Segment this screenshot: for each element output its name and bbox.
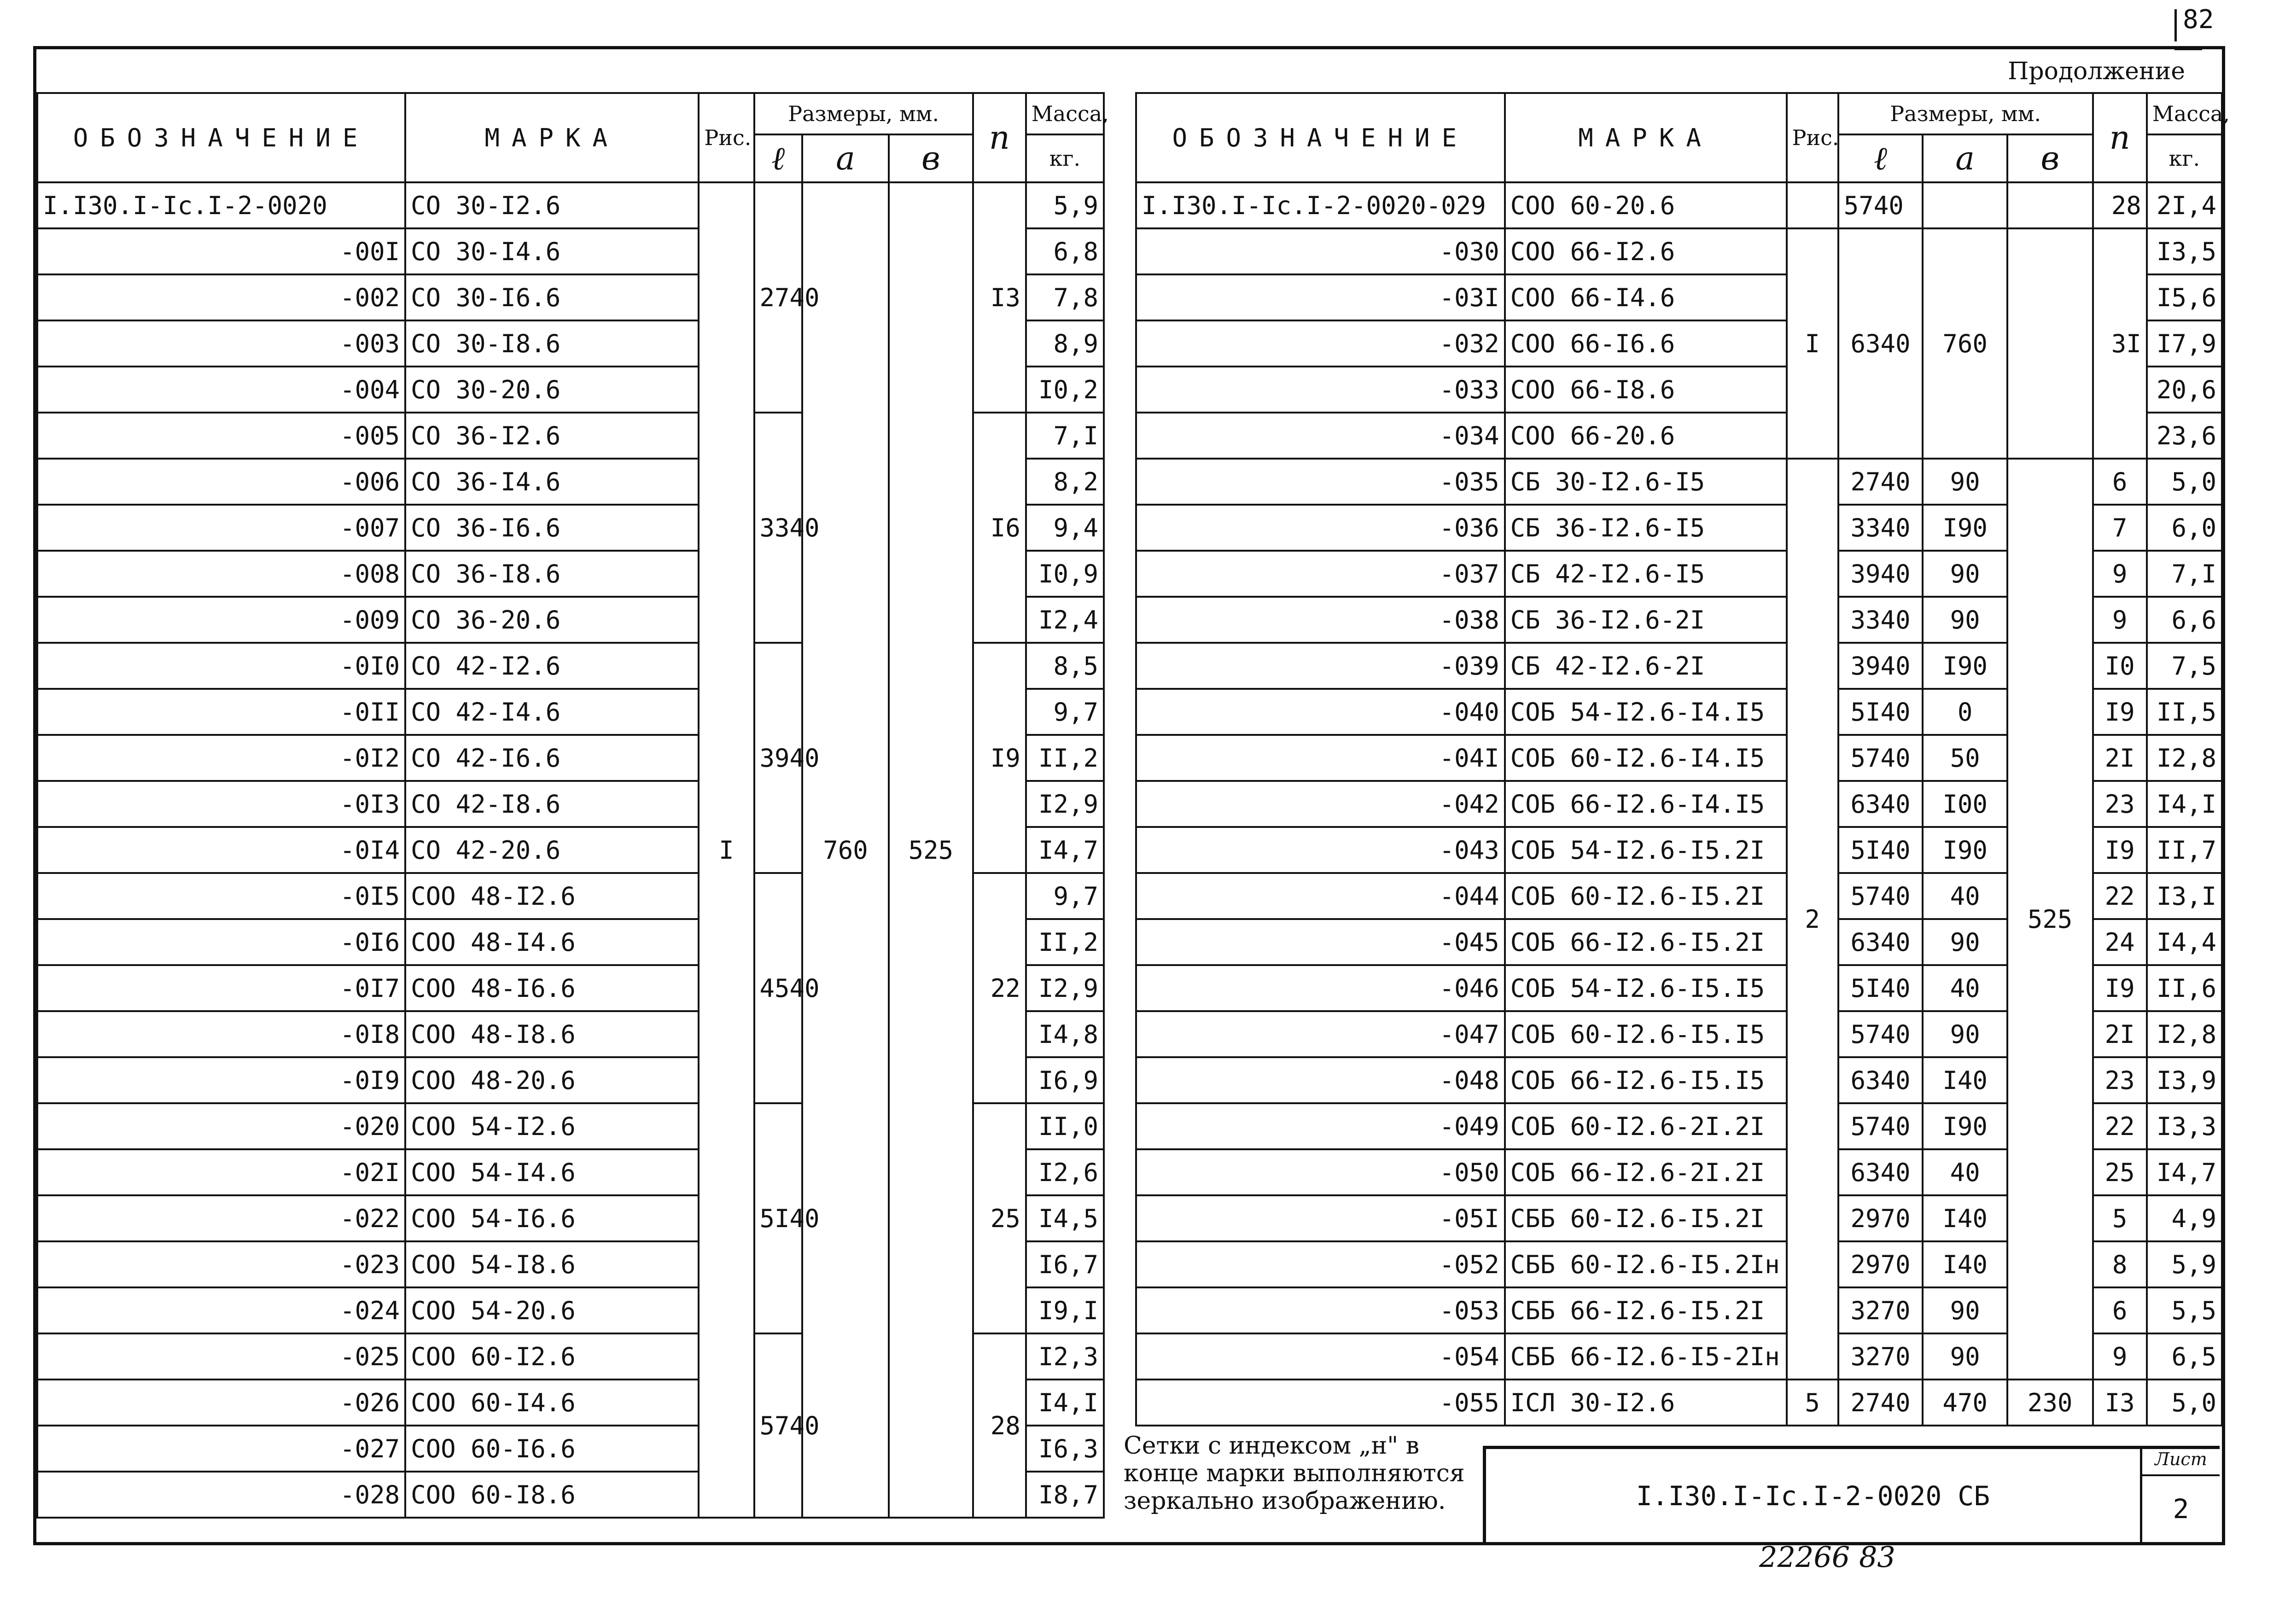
- mass-cell: 9,7: [1026, 873, 1104, 919]
- designation-cell: -035: [1136, 459, 1505, 505]
- mass-cell: II,0: [1026, 1103, 1104, 1149]
- length-cell: 6340: [1838, 228, 1923, 459]
- count-cell: 22: [2093, 873, 2147, 919]
- fig-cell: 2: [1787, 459, 1838, 1380]
- designation-cell: -043: [1136, 827, 1505, 873]
- count-cell: 2I: [2093, 1011, 2147, 1057]
- sheet-label: Лист: [2142, 1449, 2220, 1476]
- a-dimension-cell: 90: [1923, 551, 2007, 597]
- mass-cell: 23,6: [2147, 413, 2222, 459]
- designation-cell: -03I: [1136, 274, 1505, 320]
- header-l: ℓ: [754, 134, 802, 182]
- mark-cell: СОО 66-20.6: [1505, 413, 1787, 459]
- length-cell: 2970: [1838, 1241, 1923, 1287]
- left-spec-table: [36, 92, 1109, 1519]
- designation-cell: -04I: [1136, 735, 1505, 781]
- mark-cell: СББ 66-I2.6-I5.2I: [1505, 1287, 1787, 1333]
- header-n: n: [973, 93, 1026, 182]
- header-kg: кг.: [1026, 134, 1104, 182]
- mass-cell: I4,5: [1026, 1195, 1104, 1241]
- mark-cell: СО 36-I4.6: [405, 459, 699, 505]
- mass-cell: I5,6: [2147, 274, 2222, 320]
- designation-cell: I.I30.I-Ic.I-2-0020: [37, 182, 405, 228]
- page-number: 82: [2183, 5, 2214, 35]
- b-dimension-cell-blank: [2007, 182, 2093, 228]
- length-cell: 6340: [1838, 1057, 1923, 1103]
- header-kg: кг.: [2147, 134, 2222, 182]
- header-mark: МАРКА: [1505, 93, 1787, 182]
- designation-cell: -022: [37, 1195, 405, 1241]
- header-a: a: [802, 134, 889, 182]
- length-cell: 4540: [754, 873, 802, 1103]
- designation-cell: -038: [1136, 597, 1505, 643]
- mass-cell: II,5: [2147, 689, 2222, 735]
- header-dimensions: Размеры, мм.: [754, 93, 973, 134]
- table-row: [1136, 1380, 2222, 1426]
- mark-cell: IСЛ 30-I2.6: [1505, 1380, 1787, 1426]
- designation-cell: -004: [37, 367, 405, 413]
- designation-cell: -047: [1136, 1011, 1505, 1057]
- a-dimension-cell: 40: [1923, 873, 2007, 919]
- designation-cell: -0I8: [37, 1011, 405, 1057]
- mark-cell: СОО 60-I2.6: [405, 1333, 699, 1380]
- mark-cell: СО 30-I2.6: [405, 182, 699, 228]
- designation-cell: -024: [37, 1287, 405, 1333]
- designation-cell: -0I3: [37, 781, 405, 827]
- mark-cell: СО 42-I8.6: [405, 781, 699, 827]
- mass-cell: 9,7: [1026, 689, 1104, 735]
- mass-cell: I2,6: [1026, 1149, 1104, 1195]
- mass-cell: 20,6: [2147, 367, 2222, 413]
- mass-cell: I4,8: [1026, 1011, 1104, 1057]
- designation-cell: -032: [1136, 320, 1505, 367]
- header-designation: ОБОЗНАЧЕНИЕ: [1136, 93, 1505, 182]
- mass-cell: 8,9: [1026, 320, 1104, 367]
- mass-cell: I6,3: [1026, 1426, 1104, 1472]
- a-dimension-cell: 50: [1923, 735, 2007, 781]
- mark-cell: СО 36-I6.6: [405, 505, 699, 551]
- b-dimension-cell: 230: [2007, 1380, 2093, 1426]
- designation-cell: -026: [37, 1380, 405, 1426]
- b-dimension-cell: 525: [2007, 459, 2093, 1380]
- designation-cell: -009: [37, 597, 405, 643]
- mark-cell: СО 36-I2.6: [405, 413, 699, 459]
- mass-cell: I3,3: [2147, 1103, 2222, 1149]
- mark-cell: СББ 60-I2.6-I5.2I: [1505, 1195, 1787, 1241]
- designation-cell: -053: [1136, 1287, 1505, 1333]
- length-cell: 3270: [1838, 1333, 1923, 1380]
- mark-cell: СББ 66-I2.6-I5-2Iн: [1505, 1333, 1787, 1380]
- mass-cell: I0,2: [1026, 367, 1104, 413]
- mark-cell: СОБ 54-I2.6-I4.I5: [1505, 689, 1787, 735]
- mark-cell: СО 30-20.6: [405, 367, 699, 413]
- length-cell: 2740: [1838, 459, 1923, 505]
- length-cell: 6340: [1838, 781, 1923, 827]
- mark-cell: СО 30-I4.6: [405, 228, 699, 274]
- fig-cell-blank: [1787, 182, 1838, 228]
- count-cell: 9: [2093, 551, 2147, 597]
- mark-cell: СБ 42-I2.6-2I: [1505, 643, 1787, 689]
- mark-cell: СОБ 66-I2.6-I4.I5: [1505, 781, 1787, 827]
- a-dimension-cell-blank: [1923, 182, 2007, 228]
- mark-cell: СОО 66-I4.6: [1505, 274, 1787, 320]
- a-dimension-cell: 90: [1923, 597, 2007, 643]
- mark-cell: СОО 54-20.6: [405, 1287, 699, 1333]
- mass-cell: 5,0: [2147, 459, 2222, 505]
- mass-cell: I2,4: [1026, 597, 1104, 643]
- a-dimension-cell: I90: [1923, 1103, 2007, 1149]
- length-cell: 5740: [1838, 735, 1923, 781]
- header-designation: ОБОЗНАЧЕНИЕ: [37, 93, 405, 182]
- count-cell: I3: [2093, 1380, 2147, 1426]
- mass-cell: 7,8: [1026, 274, 1104, 320]
- count-cell: I3: [973, 182, 1026, 413]
- designation-cell: -027: [37, 1426, 405, 1472]
- a-dimension-cell: 760: [1923, 228, 2007, 459]
- header-b: в: [2007, 134, 2093, 182]
- mark-cell: СОБ 66-I2.6-I5.2I: [1505, 919, 1787, 965]
- count-cell: 25: [973, 1103, 1026, 1333]
- header-mark: МАРКА: [405, 93, 699, 182]
- a-dimension-cell: I00: [1923, 781, 2007, 827]
- mark-cell: СОО 60-I4.6: [405, 1380, 699, 1426]
- table-row: [37, 182, 1104, 228]
- designation-cell: -034: [1136, 413, 1505, 459]
- count-cell: 25: [2093, 1149, 2147, 1195]
- a-dimension-cell: 40: [1923, 1149, 2007, 1195]
- length-cell: 5I40: [1838, 965, 1923, 1011]
- table-row: [1136, 228, 2222, 274]
- header-fig: Рис.: [1787, 93, 1838, 182]
- length-cell: 5I40: [1838, 689, 1923, 735]
- designation-cell: -052: [1136, 1241, 1505, 1287]
- designation-cell: -003: [37, 320, 405, 367]
- a-dimension-cell: 90: [1923, 1333, 2007, 1380]
- length-cell: 5I40: [754, 1103, 802, 1333]
- mark-cell: СО 42-I6.6: [405, 735, 699, 781]
- header-fig: Рис.: [699, 93, 754, 182]
- count-cell: 22: [973, 873, 1026, 1103]
- designation-cell: -055: [1136, 1380, 1505, 1426]
- designation-cell: -006: [37, 459, 405, 505]
- a-dimension-cell: I40: [1923, 1195, 2007, 1241]
- designation-cell: -036: [1136, 505, 1505, 551]
- count-cell: I9: [973, 643, 1026, 873]
- designation-cell: -0I2: [37, 735, 405, 781]
- header-b: в: [889, 134, 973, 182]
- a-dimension-cell: 90: [1923, 1011, 2007, 1057]
- sheet-number: 2: [2173, 1493, 2189, 1525]
- length-cell: 3340: [1838, 505, 1923, 551]
- mass-cell: 5,9: [1026, 182, 1104, 228]
- mark-cell: СОБ 60-I2.6-I5.I5: [1505, 1011, 1787, 1057]
- a-dimension-cell: 90: [1923, 1287, 2007, 1333]
- fig-cell: I: [1787, 228, 1838, 459]
- count-cell: 7: [2093, 505, 2147, 551]
- mirror-note: Сетки с индексом „н" в конце марки выполняются зеркально изображению.: [1124, 1432, 1465, 1515]
- mass-cell: I4,I: [1026, 1380, 1104, 1426]
- mass-cell: I3,9: [2147, 1057, 2222, 1103]
- mark-cell: СО 42-I2.6: [405, 643, 699, 689]
- count-cell: 23: [2093, 781, 2147, 827]
- a-dimension-cell: I90: [1923, 505, 2007, 551]
- fig-cell: 5: [1787, 1380, 1838, 1426]
- mark-cell: СБ 36-I2.6-I5: [1505, 505, 1787, 551]
- length-cell: 3940: [1838, 551, 1923, 597]
- mark-cell: СОО 48-20.6: [405, 1057, 699, 1103]
- table-row: [1136, 459, 2222, 505]
- mass-cell: I2,8: [2147, 735, 2222, 781]
- mass-cell: 4,9: [2147, 1195, 2222, 1241]
- length-cell: 6340: [1838, 919, 1923, 965]
- designation-cell: -044: [1136, 873, 1505, 919]
- mass-cell: 6,5: [2147, 1333, 2222, 1380]
- mark-cell: СО 30-I8.6: [405, 320, 699, 367]
- mass-cell: I4,7: [2147, 1149, 2222, 1195]
- mass-cell: II,2: [1026, 735, 1104, 781]
- mass-cell: 6,8: [1026, 228, 1104, 274]
- mark-cell: СОО 54-I6.6: [405, 1195, 699, 1241]
- mark-cell: СОО 54-I2.6: [405, 1103, 699, 1149]
- length-cell: 5I40: [1838, 827, 1923, 873]
- designation-cell: -048: [1136, 1057, 1505, 1103]
- count-cell: I9: [2093, 827, 2147, 873]
- mark-cell: СО 36-20.6: [405, 597, 699, 643]
- header-l: ℓ: [1838, 134, 1923, 182]
- a-dimension-cell: 760: [802, 182, 889, 1518]
- mark-cell: СО 30-I6.6: [405, 274, 699, 320]
- length-cell: 5740: [1838, 873, 1923, 919]
- mass-cell: 2I,4: [2147, 182, 2222, 228]
- mark-cell: СББ 60-I2.6-I5.2Iн: [1505, 1241, 1787, 1287]
- sheet-box: [2140, 1449, 2220, 1543]
- count-cell: 24: [2093, 919, 2147, 965]
- mass-cell: 7,I: [1026, 413, 1104, 459]
- page-corner-mark: [2174, 9, 2177, 41]
- designation-cell: -023: [37, 1241, 405, 1287]
- mass-cell: 8,2: [1026, 459, 1104, 505]
- designation-cell: -0II: [37, 689, 405, 735]
- a-dimension-cell: 90: [1923, 459, 2007, 505]
- mark-cell: СБ 42-I2.6-I5: [1505, 551, 1787, 597]
- header-mass: Масса,: [2147, 93, 2222, 134]
- designation-cell: -049: [1136, 1103, 1505, 1149]
- mark-cell: СОБ 60-I2.6-I4.I5: [1505, 735, 1787, 781]
- mass-cell: I6,7: [1026, 1241, 1104, 1287]
- mark-cell: СОО 48-I8.6: [405, 1011, 699, 1057]
- mark-cell: СОО 48-I2.6: [405, 873, 699, 919]
- designation-cell: -002: [37, 274, 405, 320]
- designation-cell: -02I: [37, 1149, 405, 1195]
- mark-cell: СОО 60-I8.6: [405, 1472, 699, 1518]
- count-cell: I6: [973, 413, 1026, 643]
- count-cell: 2I: [2093, 735, 2147, 781]
- mass-cell: I6,9: [1026, 1057, 1104, 1103]
- continuation-label: Продолжение: [2008, 58, 2185, 85]
- designation-cell: -0I9: [37, 1057, 405, 1103]
- a-dimension-cell: I40: [1923, 1241, 2007, 1287]
- length-cell: 5740: [754, 1333, 802, 1518]
- document-code: I.I30.I-Ic.I-2-0020 СБ: [1636, 1480, 1990, 1512]
- count-cell: I0: [2093, 643, 2147, 689]
- mark-cell: СОБ 66-I2.6-2I.2I: [1505, 1149, 1787, 1195]
- length-cell: 6340: [1838, 1149, 1923, 1195]
- count-cell: 22: [2093, 1103, 2147, 1149]
- a-dimension-cell: I40: [1923, 1057, 2007, 1103]
- designation-cell: -033: [1136, 367, 1505, 413]
- designation-cell: -054: [1136, 1333, 1505, 1380]
- mark-cell: СОБ 60-I2.6-I5.2I: [1505, 873, 1787, 919]
- count-cell: 28: [973, 1333, 1026, 1518]
- mass-cell: II,2: [1026, 919, 1104, 965]
- mark-cell: СОБ 66-I2.6-I5.I5: [1505, 1057, 1787, 1103]
- designation-cell: -0I6: [37, 919, 405, 965]
- mass-cell: 8,5: [1026, 643, 1104, 689]
- count-cell: 5: [2093, 1195, 2147, 1241]
- mark-cell: СОБ 54-I2.6-I5.2I: [1505, 827, 1787, 873]
- a-dimension-cell: 0: [1923, 689, 2007, 735]
- right-table-body: [1136, 182, 2222, 1426]
- count-cell: I9: [2093, 965, 2147, 1011]
- mark-cell: СОБ 60-I2.6-2I.2I: [1505, 1103, 1787, 1149]
- a-dimension-cell: I90: [1923, 827, 2007, 873]
- count-cell: 28: [2093, 182, 2147, 228]
- length-cell: 5740: [1838, 182, 1923, 228]
- mass-cell: I2,3: [1026, 1333, 1104, 1380]
- designation-cell: -030: [1136, 228, 1505, 274]
- designation-cell: -042: [1136, 781, 1505, 827]
- left-table-body: [37, 182, 1104, 1518]
- mark-cell: СОО 66-I8.6: [1505, 367, 1787, 413]
- designation-cell: -028: [37, 1472, 405, 1518]
- length-cell: 3940: [1838, 643, 1923, 689]
- designation-cell: -0I4: [37, 827, 405, 873]
- mark-cell: СО 42-20.6: [405, 827, 699, 873]
- mass-cell: I2,9: [1026, 781, 1104, 827]
- a-dimension-cell: 90: [1923, 919, 2007, 965]
- mark-cell: СОБ 54-I2.6-I5.I5: [1505, 965, 1787, 1011]
- mark-cell: СОО 60-I6.6: [405, 1426, 699, 1472]
- length-cell: 3340: [1838, 597, 1923, 643]
- designation-cell: -00I: [37, 228, 405, 274]
- header-mass: Масса,: [1026, 93, 1104, 134]
- mass-cell: I7,9: [2147, 320, 2222, 367]
- designation-cell: -020: [37, 1103, 405, 1149]
- table-row: [1136, 182, 2222, 228]
- length-cell: 2740: [1838, 1380, 1923, 1426]
- designation-cell: I.I30.I-Ic.I-2-0020-029: [1136, 182, 1505, 228]
- length-cell: 5740: [1838, 1103, 1923, 1149]
- mass-cell: 5,9: [2147, 1241, 2222, 1287]
- mass-cell: 7,I: [2147, 551, 2222, 597]
- designation-cell: -0I0: [37, 643, 405, 689]
- right-spec-table: [1135, 92, 2230, 1426]
- length-cell: 3940: [754, 643, 802, 873]
- mass-cell: 5,0: [2147, 1380, 2222, 1426]
- designation-cell: -05I: [1136, 1195, 1505, 1241]
- mass-cell: 9,4: [1026, 505, 1104, 551]
- handwritten-inventory-number: 22266 83: [1759, 1540, 1895, 1574]
- a-dimension-cell: 470: [1923, 1380, 2007, 1426]
- designation-cell: -025: [37, 1333, 405, 1380]
- designation-cell: -0I5: [37, 873, 405, 919]
- mark-cell: СОО 66-I6.6: [1505, 320, 1787, 367]
- mark-cell: СОО 66-I2.6: [1505, 228, 1787, 274]
- mark-cell: СОО 54-I8.6: [405, 1241, 699, 1287]
- designation-cell: -008: [37, 551, 405, 597]
- mark-cell: СБ 30-I2.6-I5: [1505, 459, 1787, 505]
- header-dimensions: Размеры, мм.: [1838, 93, 2093, 134]
- length-cell: 2970: [1838, 1195, 1923, 1241]
- mass-cell: I0,9: [1026, 551, 1104, 597]
- mark-cell: СОО 48-I4.6: [405, 919, 699, 965]
- count-cell: 6: [2093, 459, 2147, 505]
- fig-cell: I: [699, 182, 754, 1518]
- b-dimension-cell: 525: [889, 182, 973, 1518]
- designation-cell: -005: [37, 413, 405, 459]
- mark-cell: СОО 54-I4.6: [405, 1149, 699, 1195]
- designation-cell: -0I7: [37, 965, 405, 1011]
- mass-cell: II,6: [2147, 965, 2222, 1011]
- mark-cell: СБ 36-I2.6-2I: [1505, 597, 1787, 643]
- mass-cell: I4,4: [2147, 919, 2222, 965]
- designation-cell: -007: [37, 505, 405, 551]
- mass-cell: I2,8: [2147, 1011, 2222, 1057]
- count-cell: 9: [2093, 1333, 2147, 1380]
- mass-cell: I3,I: [2147, 873, 2222, 919]
- title-block: [1483, 1446, 2220, 1543]
- mark-cell: СОО 60-20.6: [1505, 182, 1787, 228]
- b-dimension-cell-blank: [2007, 228, 2093, 459]
- mass-cell: I2,9: [1026, 965, 1104, 1011]
- length-cell: 5740: [1838, 1011, 1923, 1057]
- count-cell: 8: [2093, 1241, 2147, 1287]
- mass-cell: 5,5: [2147, 1287, 2222, 1333]
- mark-cell: СОО 48-I6.6: [405, 965, 699, 1011]
- mass-cell: 6,6: [2147, 597, 2222, 643]
- mass-cell: I8,7: [1026, 1472, 1104, 1518]
- header-a: a: [1923, 134, 2007, 182]
- length-cell: 2740: [754, 182, 802, 413]
- count-cell: 6: [2093, 1287, 2147, 1333]
- mass-cell: 6,0: [2147, 505, 2222, 551]
- header-n: n: [2093, 93, 2147, 182]
- designation-cell: -039: [1136, 643, 1505, 689]
- mass-cell: I4,7: [1026, 827, 1104, 873]
- count-cell: 3I: [2093, 228, 2147, 459]
- count-cell: I9: [2093, 689, 2147, 735]
- designation-cell: -040: [1136, 689, 1505, 735]
- designation-cell: -037: [1136, 551, 1505, 597]
- mass-cell: I3,5: [2147, 228, 2222, 274]
- a-dimension-cell: I90: [1923, 643, 2007, 689]
- mark-cell: СО 42-I4.6: [405, 689, 699, 735]
- count-cell: 9: [2093, 597, 2147, 643]
- designation-cell: -046: [1136, 965, 1505, 1011]
- count-cell: 23: [2093, 1057, 2147, 1103]
- mass-cell: II,7: [2147, 827, 2222, 873]
- a-dimension-cell: 40: [1923, 965, 2007, 1011]
- length-cell: 3270: [1838, 1287, 1923, 1333]
- designation-cell: -050: [1136, 1149, 1505, 1195]
- mass-cell: I4,I: [2147, 781, 2222, 827]
- mark-cell: СО 36-I8.6: [405, 551, 699, 597]
- mass-cell: 7,5: [2147, 643, 2222, 689]
- designation-cell: -045: [1136, 919, 1505, 965]
- mass-cell: I9,I: [1026, 1287, 1104, 1333]
- length-cell: 3340: [754, 413, 802, 643]
